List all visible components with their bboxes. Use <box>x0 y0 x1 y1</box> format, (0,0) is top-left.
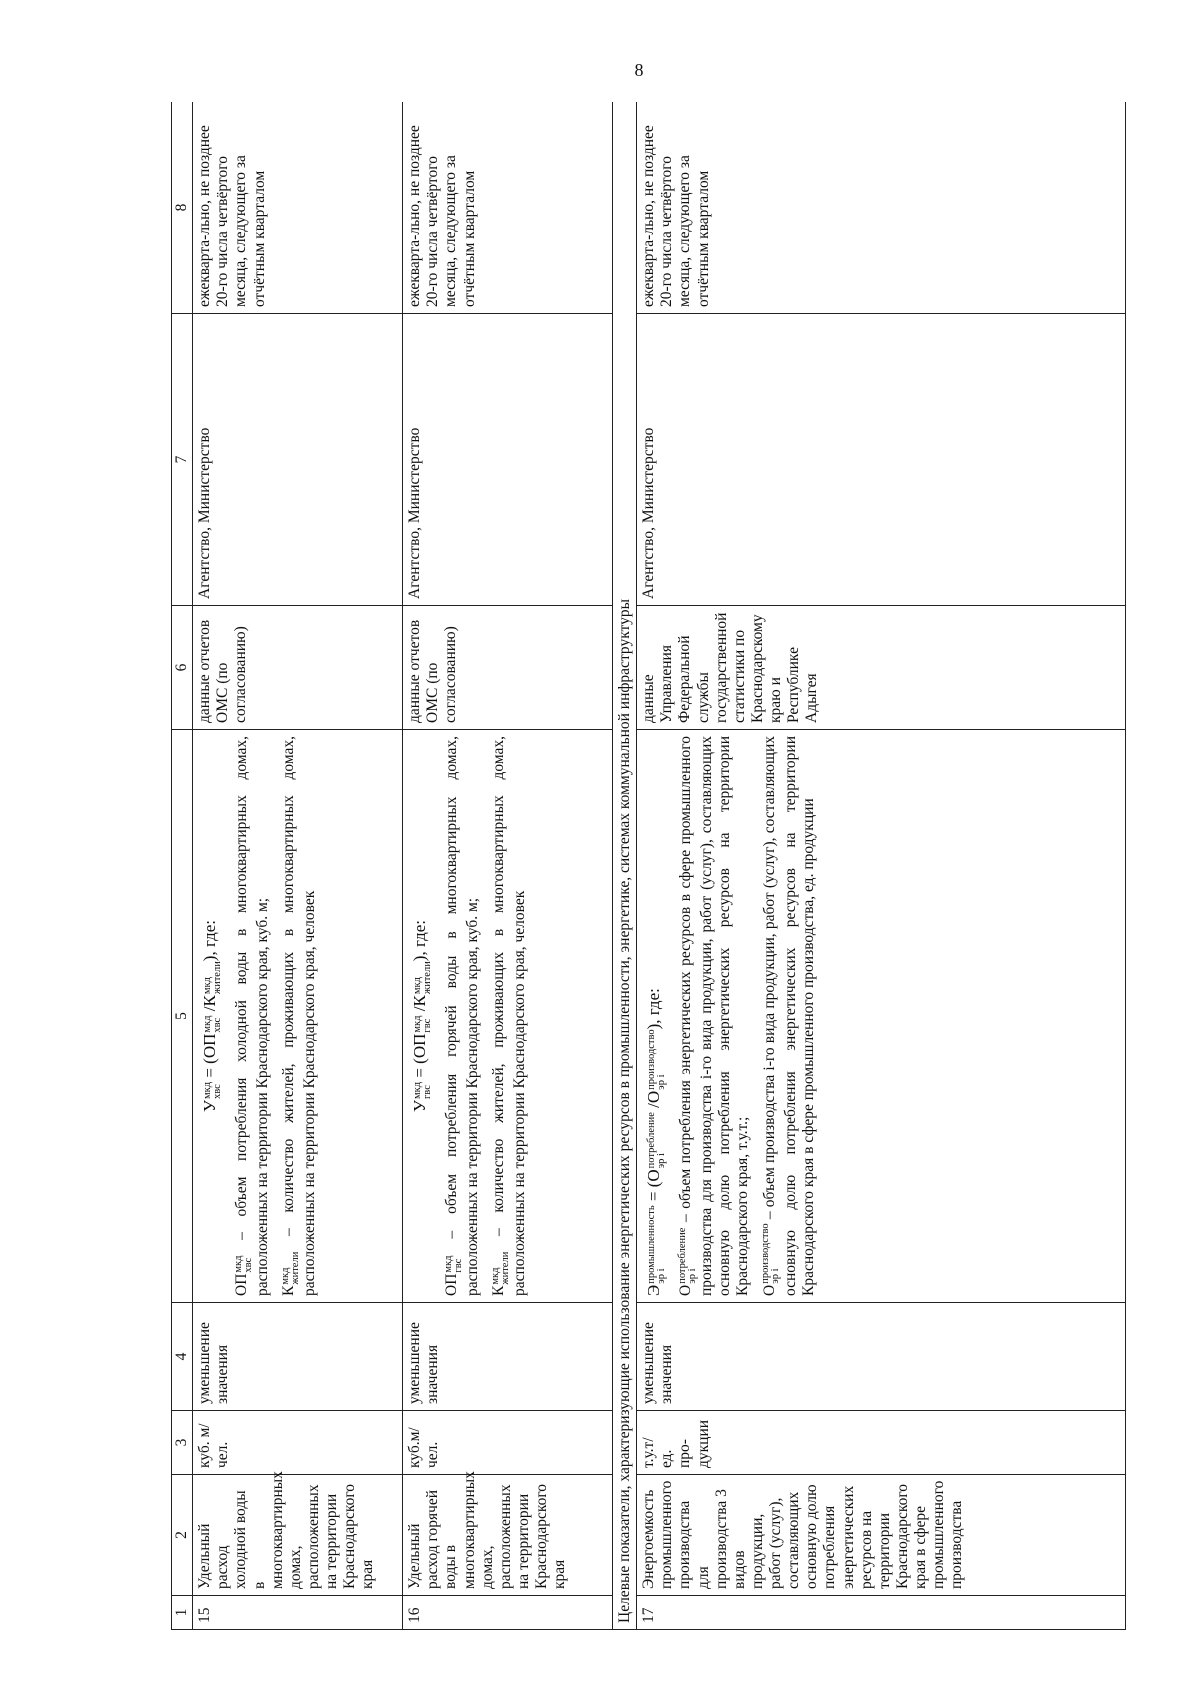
unit: куб. м/ чел. <box>193 1411 403 1475</box>
rotated-table-content <box>171 102 1126 1630</box>
column-header: 6 <box>172 606 193 730</box>
table-row <box>637 102 1126 1630</box>
calculation-method <box>637 730 1126 1303</box>
formula-definition: ОП мкд хвс – объем потребления холодной воды в многоквартирных домах, расположенных на территории Краснодарского края, куб. м; <box>232 736 272 1296</box>
rotated-table-frame <box>171 102 1126 1630</box>
column-header: 4 <box>172 1303 193 1411</box>
calculation-method <box>403 730 613 1303</box>
responsible: Агентство, Министерство <box>637 314 1126 606</box>
column-header: 3 <box>172 1411 193 1475</box>
table-row <box>403 102 613 1630</box>
deadline: ежекварта-льно, не позднее 20-го числа четвёртого месяца, следующего за отчётным кварталом <box>637 102 1126 314</box>
formula-definition: К мкд жители – количество жителей, проживающих в многоквартирных домах, расположенных на территории Краснодарского края, человек <box>489 736 529 1296</box>
responsible: Агентство, Министерство <box>193 314 403 606</box>
data-source: данные отчетов ОМС (по согласованию) <box>403 606 613 730</box>
column-header: 8 <box>172 102 193 314</box>
formula: У мкд гвс = (ОП мкд гвс /К мкд жители ), где: <box>410 919 433 1113</box>
formula-definition: О потребление эр i – объем потребления энергетических ресурсов в сфере промышленного производства для производства i-го вида продукции, работ (услуг), составляющих основную долю потребления энергетических ресурсов на территории Краснодарского края, т.у.т.; <box>676 736 752 1296</box>
column-header-row <box>172 102 193 1630</box>
formula-definition: ОП мкд гвс – объем потребления горячей воды в многоквартирных домах, расположенных на территории Краснодарского края, куб. м; <box>442 736 482 1296</box>
formula: Э промышленность эр i = (О потребление эр i /О производство эр i ), где: <box>644 988 667 1296</box>
indicator-name: Удельный расход горячей воды в многоквартирных домах, расположенных на территории Краснодарского края <box>403 1475 613 1596</box>
trend: уменьшение значения <box>637 1303 1126 1411</box>
unit: т.у.т/ ед. про-дукции <box>637 1411 1126 1475</box>
indicator-name: Энергоемкость промышленного производства для производства 3 видов продукции, работ (услуг), составляющих основную долю потребления энергетических ресурсов на территории Краснодарского края в сфере промышленного производства <box>637 1475 1126 1596</box>
page-number: 8 <box>634 60 644 80</box>
responsible: Агентство, Министерство <box>403 314 613 606</box>
calculation-method <box>193 730 403 1303</box>
deadline: ежекварта-льно, не позднее 20-го числа четвёртого месяца, следующего за отчётным кварталом <box>193 102 403 314</box>
row-number: 15 <box>193 1596 403 1630</box>
column-header: 2 <box>172 1475 193 1596</box>
data-source: данные отчетов ОМС (по согласованию) <box>193 606 403 730</box>
data-source: данные Управления Федеральной службы государственной статистики по Краснодарскому краю и Республике Адыгея <box>637 606 1126 730</box>
formula: У мкд хвс = (ОП мкд хвс /К мкд жители ), где: <box>200 919 223 1113</box>
section-row <box>613 102 637 1630</box>
column-header: 7 <box>172 314 193 606</box>
indicator-name: Удельный расход холодной воды в многоквартирных домах, расположенных на территории Краснодарского края <box>193 1475 403 1596</box>
column-header: 5 <box>172 730 193 1303</box>
row-number: 16 <box>403 1596 613 1630</box>
deadline: ежекварта-льно, не позднее 20-го числа четвёртого месяца, следующего за отчётным кварталом <box>403 102 613 314</box>
column-header: 1 <box>172 1596 193 1630</box>
unit: куб.м/ чел. <box>403 1411 613 1475</box>
section-title: Целевые показатели, характеризующие использование энергетических ресурсов в промышленности, энергетике, системах коммунальной инфраструктуры <box>613 102 637 1630</box>
trend: уменьшение значения <box>193 1303 403 1411</box>
trend: уменьшение значения <box>403 1303 613 1411</box>
indicators-table <box>171 102 1126 1630</box>
table-row <box>193 102 403 1630</box>
row-number: 17 <box>637 1596 1126 1630</box>
formula-definition: К мкд жители – количество жителей, проживающих в многоквартирных домах, расположенных на территории Краснодарского края, человек <box>279 736 319 1296</box>
formula-definition: О производство эр i – объем производства i-го вида продукции, работ (услуг), составляющих основную долю потребления энергетических ресурсов на территории Краснодарского края в сфере промышленного производства, ед. продукции <box>759 736 817 1296</box>
